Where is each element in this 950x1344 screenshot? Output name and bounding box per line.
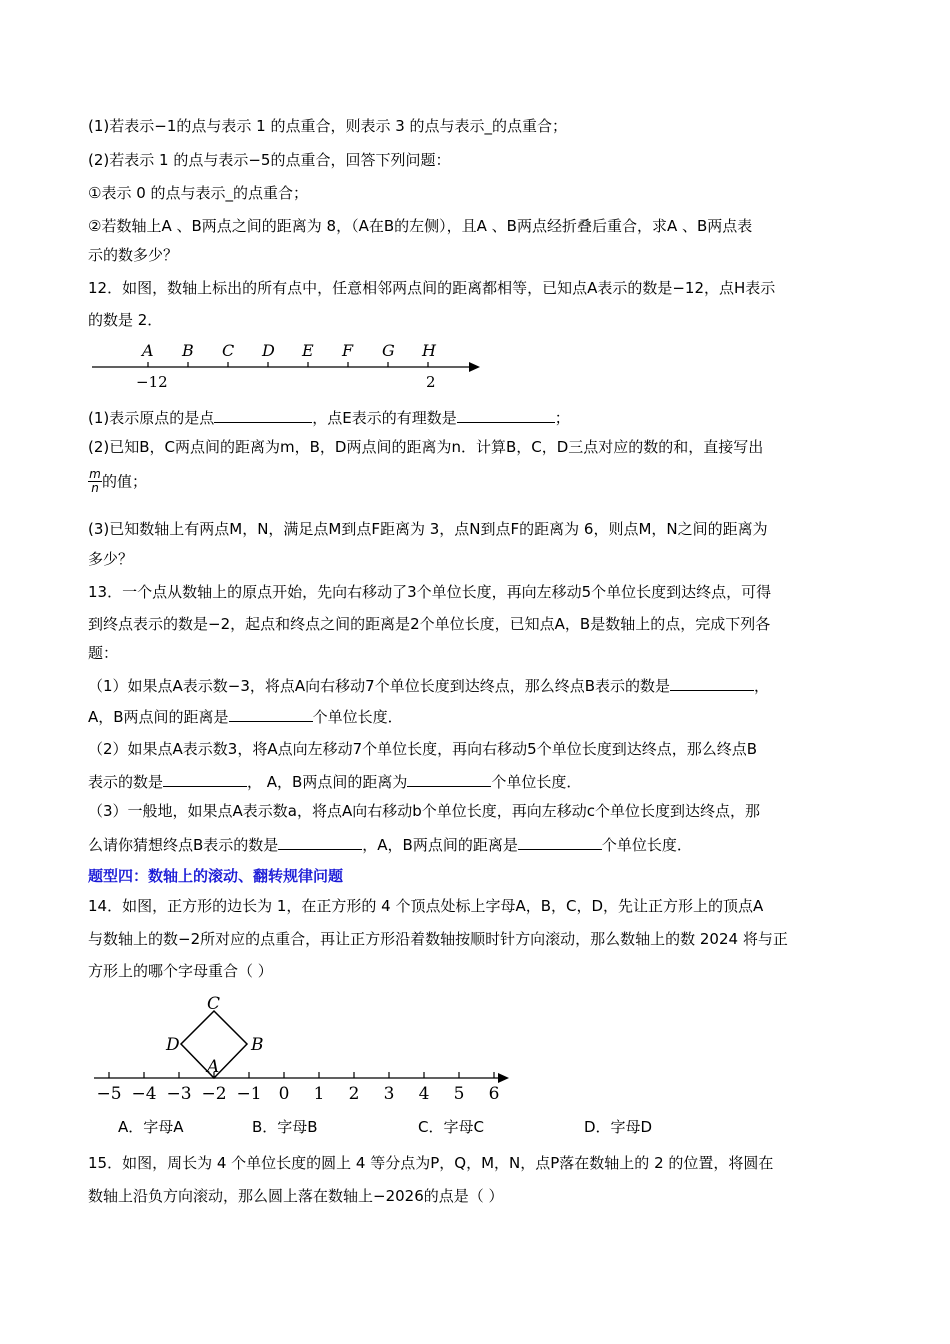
q13-sub2-text-c: ， A，B两点间的距离为	[247, 773, 408, 791]
q14-vertex-c: C	[207, 994, 221, 1014]
q12-value-a: −12	[136, 373, 168, 391]
q14-option-a[interactable]: A．字母A	[118, 1118, 184, 1136]
q12-point-label-g: G	[382, 341, 395, 360]
q14-tick-label: −2	[201, 1084, 227, 1104]
q15-intro: 15．如图，周长为 4 个单位长度的圆上 4 等分点为P，Q，M，N，点P落在数轴上的 2 的位置，将圆在	[88, 1154, 774, 1172]
q12-point-label-c: C	[222, 341, 235, 360]
q14-tick-label: 2	[348, 1084, 360, 1104]
q13-sub1-text-c: A，B两点间的距离是	[88, 708, 229, 726]
q14-tick-label: −5	[96, 1084, 122, 1104]
q14-axis-arrow	[498, 1073, 509, 1083]
q12-value-h: 2	[426, 373, 436, 391]
q14-option-b[interactable]: B．字母B	[252, 1118, 318, 1136]
q12-part1-text-a: (1)表示原点的是点	[88, 409, 215, 427]
q12-point-label-h: H	[422, 341, 436, 360]
q14-vertex-a: A	[207, 1057, 220, 1077]
q12-point-label-b: B	[182, 341, 194, 360]
q14-intro-cont1: 与数轴上的数−2所对应的点重合，再让正方形沿着数轴按顺时针方向滚动，那么数轴上的数 2024 将与正	[88, 930, 788, 948]
q13-sub1-text-b: ，	[754, 677, 770, 695]
q12-part3-cont: 多少？	[88, 550, 134, 568]
q13-sub1-text-d: 个单位长度．	[312, 708, 403, 726]
q12-part1-text-c: ；	[554, 409, 570, 427]
q13-sub2-text-b: 表示的数是	[88, 773, 164, 791]
q13-intro-cont2: 题：	[88, 644, 119, 662]
q12-point-label-d: D	[262, 341, 275, 360]
q13-sub1-text-a: （1）如果点A表示数−3，将点A向右移动7个单位长度到达终点，那么终点B表示的数是	[88, 677, 671, 695]
q11-part2: (2)若表示 1 的点与表示−5的点重合，回答下列问题：	[88, 151, 451, 169]
q12-point-label-e: E	[302, 341, 314, 360]
q12-point-label-f: F	[342, 341, 354, 360]
q14-option-c[interactable]: C．字母C	[418, 1118, 484, 1136]
q14-tick-label: 3	[383, 1084, 395, 1104]
q12-part3: (3)已知数轴上有两点M，N，满足点M到点F距离为 3，点N到点F的距离为 6，则点M，N之间的距离为	[88, 520, 768, 538]
q12-part2-text-b: 的值；	[102, 472, 148, 491]
q11-part2-sub1: ①表示 0 的点与表示_的点重合；	[88, 184, 309, 202]
q12-fraction-numerator: m	[89, 467, 101, 481]
q14-option-d[interactable]: D．字母D	[584, 1118, 653, 1136]
q12-part2: (2)已知B，C两点间的距离为m，B，D两点间的距离为n．计算B，C，D三点对应的数的和，直接写出	[88, 438, 764, 456]
q14-tick-label: 6	[488, 1084, 500, 1104]
q13-sub3: （3）一般地，如果点A表示数a，将点A向右移动b个单位长度，再向左移动c个单位长度到达终点，那	[88, 802, 761, 820]
q11-part1: (1)若表示−1的点与表示 1 的点重合，则表示 3 的点与表示_的点重合；	[88, 117, 568, 135]
q13-sub3-text-d: 个单位长度．	[601, 836, 692, 854]
q14-tick-label: −3	[166, 1084, 192, 1104]
q14-vertex-d: D	[166, 1035, 180, 1055]
q12-fraction-denominator: n	[91, 481, 99, 495]
q14-tick-label: 5	[453, 1084, 465, 1104]
q14-intro: 14．如图，正方形的边长为 1，在正方形的 4 个顶点处标上字母A，B，C，D，先让正方形上的顶点A	[88, 897, 764, 915]
section-heading: 题型四：数轴上的滚动、翻转规律问题	[88, 867, 344, 885]
q12-intro-cont: 的数是 2．	[88, 311, 163, 329]
q13-intro: 13．一个点从数轴上的原点开始，先向右移动了3个单位长度，再向左移动5个单位长度到达终点，可得	[88, 583, 772, 601]
q13-sub3-text-c: ，A，B两点间的距离是	[362, 836, 518, 854]
q14-vertex-b: B	[251, 1035, 264, 1055]
q15-intro-cont: 数轴上沿负方向滚动，那么圆上落在数轴上−2026的点是（ ）	[88, 1187, 504, 1205]
q13-sub2-text-d: 个单位长度．	[491, 773, 582, 791]
q13-sub3-text-b: 么请你猜想终点B表示的数是	[88, 836, 279, 854]
q11-part2-sub2-cont: 示的数多少？	[88, 246, 179, 264]
q11-part2-sub2: ②若数轴上A 、B两点之间的距离为 8，（A在B的左侧），且A 、B两点经折叠后重合，求A 、B两点表	[88, 217, 753, 235]
q14-tick-label: 1	[313, 1084, 325, 1104]
q13-sub2: （2）如果点A表示数3，将A点向左移动7个单位长度，再向右移动5个单位长度到达终点，那么终点B	[88, 740, 757, 758]
q12-point-label-a: A	[142, 341, 154, 360]
q14-intro-cont2: 方形上的哪个字母重合（ ）	[88, 962, 273, 980]
q12-intro: 12．如图，数轴上标出的所有点中，任意相邻两点间的距离都相等，已知点A表示的数是−12，点H表示	[88, 279, 776, 297]
q12-part1-text-b: ，点E表示的有理数是	[312, 409, 457, 427]
q13-intro-cont1: 到终点表示的数是−2，起点和终点之间的距离是2个单位长度，已知点A，B是数轴上的点，完成下列各	[88, 615, 771, 633]
q14-tick-label: 0	[278, 1084, 290, 1104]
q14-tick-label: −1	[236, 1084, 262, 1104]
q14-tick-label: −4	[131, 1084, 157, 1104]
q14-tick-label: 4	[418, 1084, 430, 1104]
